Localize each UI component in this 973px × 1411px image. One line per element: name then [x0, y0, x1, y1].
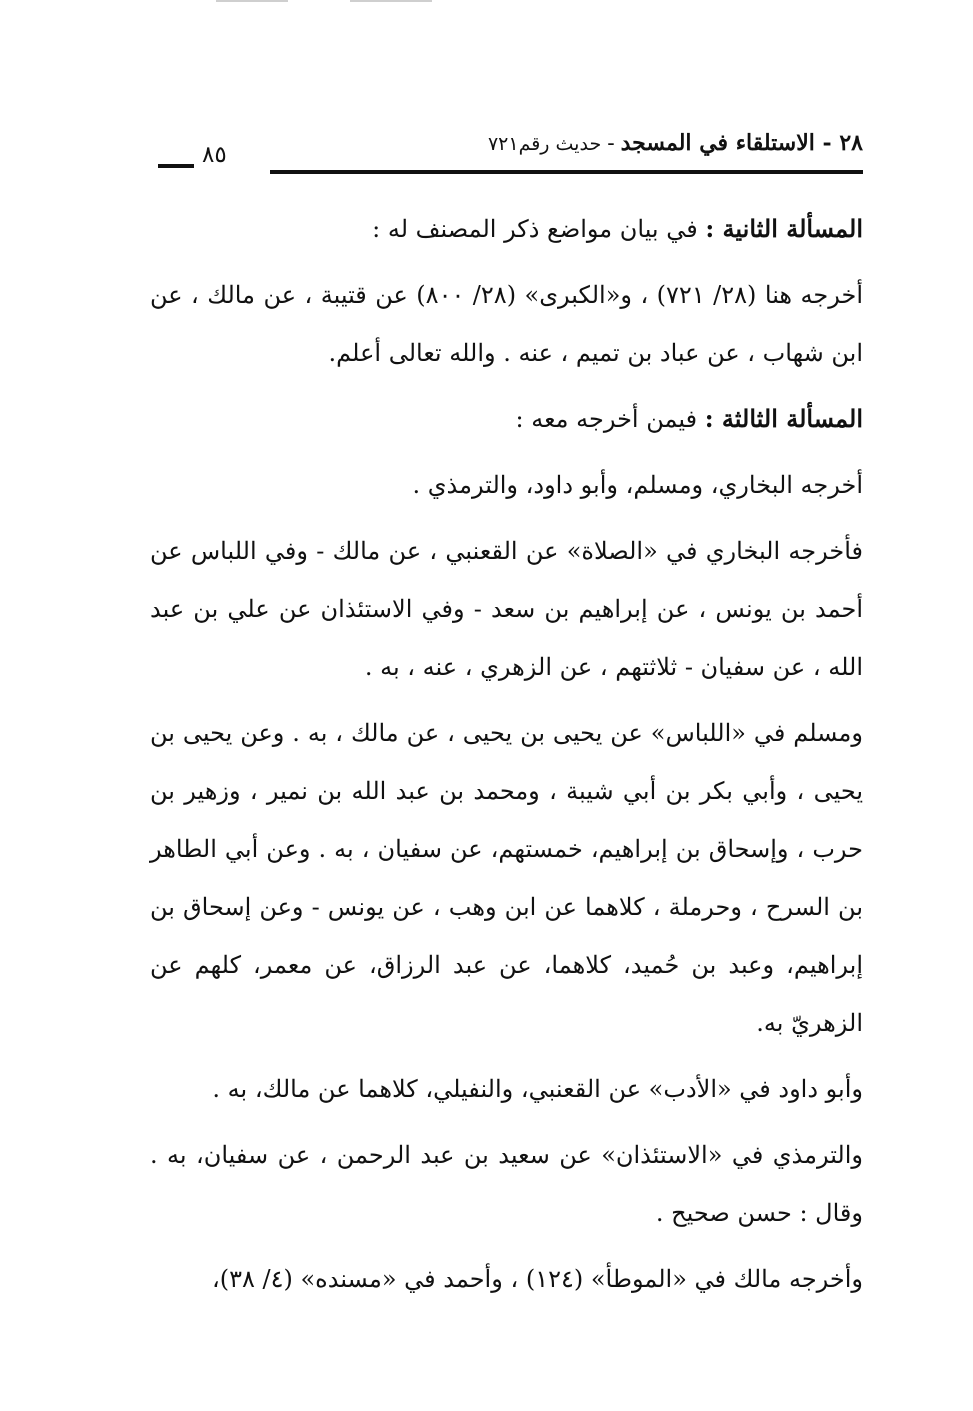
chapter-title: ٢٨ - الاستلقاء في المسجد: [620, 130, 863, 156]
page-header: [150, 128, 863, 184]
running-title: [488, 130, 863, 156]
section-heading-third: [150, 390, 863, 448]
heading-label: المسألة الثانية :: [705, 214, 863, 243]
paragraph: أخرجه هنا (٢٨/ ٧٢١) ، و«الكبرى» (٢٨/ ٨٠٠) عن قتيبة ، عن مالك ، عن ابن شهاب ، عن عباد بن تميم ، عنه . والله تعالى أعلم.: [150, 281, 864, 367]
paragraph: ومسلم في «اللباس» عن يحيى بن يحيى ، عن مالك ، به . وعن يحيى بن يحيى ، وأبي بكر بن أبي شيبة ، ومحمد بن عبد الله بن نمير ، وزهير بن حرب ، وإسحاق بن إبراهيم، خمستهم، عن سفيان ، به . وعن أبي الطاهر بن السرح ، وحرملة ، كلاهما عن ابن وهب ، عن يونس - وعن إسحاق بن إبراهيم، وعبد بن حُميد، كلاهما، عن عبد الرزاق، عن معمر، كلهم عن الزهريّ به.: [150, 719, 863, 1037]
paragraph: أخرجه البخاري، ومسلم، وأبو داود، والترمذي .: [412, 471, 863, 499]
paragraph: وأبو داود في «الأدب» عن القعنبي، والنفيلي، كلاهما عن مالك، به .: [212, 1075, 863, 1103]
page-number-rule: [158, 164, 194, 168]
paragraph: وأخرجه مالك في «الموطأ» (١٢٤) ، وأحمد في «مسنده» (٤/ ٣٨)،: [211, 1265, 863, 1293]
header-rule: [270, 170, 863, 174]
heading-text: فيمن أخرجه معه :: [515, 405, 705, 433]
hadith-number: حديث رقم٧٢١: [487, 133, 602, 155]
paragraph: والترمذي في «الاستئذان» عن سعيد بن عبد الرحمن ، عن سفيان، به . وقال : حسن صحيح .: [150, 1141, 863, 1227]
paragraph: فأخرجه البخاري في «الصلاة» عن القعنبي ، عن مالك - وفي اللباس عن أحمد بن يونس ، عن إبراهيم بن سعد - وفي الاستئذان عن علي بن عبد الله ، عن سفيان - ثلاثتهم ، عن الزهري ، عنه ، به .: [150, 537, 863, 681]
heading-label: المسألة الثالثة :: [704, 404, 863, 433]
top-edge-mark-left: [216, 0, 288, 2]
heading-text: في بيان مواضع ذكر المصنف له :: [372, 215, 706, 243]
section-heading-second: [150, 200, 863, 258]
page-number: ٨٥: [202, 142, 227, 168]
title-separator: -: [607, 131, 615, 156]
page-body: [150, 200, 863, 1316]
top-edge-mark-right: [350, 0, 432, 2]
